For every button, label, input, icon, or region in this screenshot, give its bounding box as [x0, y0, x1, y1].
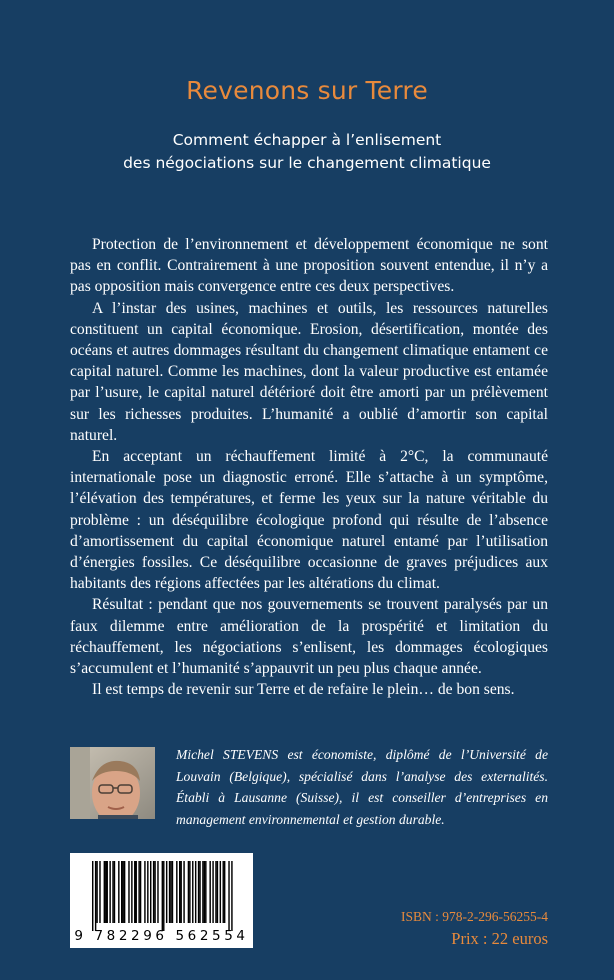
blurb-paragraph: Il est temps de revenir sur Terre et de refaire le plein… de bon sens.: [92, 681, 515, 699]
barcode: [70, 853, 253, 948]
author-photo: [70, 747, 155, 819]
subtitle-line-2: des négociations sur le changement climatique: [123, 154, 491, 172]
subtitle-line-1: Comment échapper à l’enlisement: [172, 131, 442, 149]
book-subtitle: [0, 129, 614, 175]
barcode-digits: 9 782296 562554: [74, 928, 249, 944]
isbn: ISBN : 978-2-296-56255-4: [401, 909, 548, 924]
blurb-paragraph: En acceptant un réchauffement limité à 2°C, la communauté internationale pose un diagnostic erroné. Elle s’attache à un symptôme, l’élévation des températures, et ferme les yeux sur la nature véritable du problème : un déséquilibre écologique profond qui résulte de l’absence d’amortissement du capital économique naturel entamé par l’utilisation d’énergies fossiles. Ce déséquilibre occasionne de graves préjudices aux habitants des régions affectées par les altérations du climat.: [70, 448, 548, 593]
blurb-paragraph: Résultat : pendant que nos gouvernements se trouvent paralysés par un faux dilemme entre amélioration de la prospérité et limitation du réchauffement, les négociations s’enlisent, les dommages écologiques s’accumulent et l’humanité s’appauvrit un peu plus chaque année.: [70, 596, 548, 678]
blurb-paragraph: A l’instar des usines, machines et outils, les ressources naturelles constituent un capital économique. Erosion, désertification, montée des océans et autres dommages résultant du changement climatique entament ce capital naturel. Comme les machines, dont la valeur productive est entamée par l’usure, le capital naturel détérioré doit être amorti par un prélèvement sur les richesses produites. L’humanité a oublié d’amortir son capital naturel.: [70, 299, 548, 444]
book-title: Revenons sur Terre: [186, 76, 428, 105]
blurb-paragraph: Protection de l’environnement et développement économique ne sont pas en conflit. Contrairement à une proposition souvent entendue, il n’y a pas opposition mais convergence entre ces deux perspectives.: [70, 236, 548, 296]
price: Prix : 22 euros: [451, 929, 548, 948]
blurb-text: [70, 234, 548, 700]
author-bio: Michel STEVENS est économiste, diplômé de l’Université de Louvain (Belgique), spécialisé dans l’analyse des externalités. Établi à Lausanne (Suisse), il est conseiller d’entreprises en management environnemental et gestion durable.: [176, 747, 548, 827]
